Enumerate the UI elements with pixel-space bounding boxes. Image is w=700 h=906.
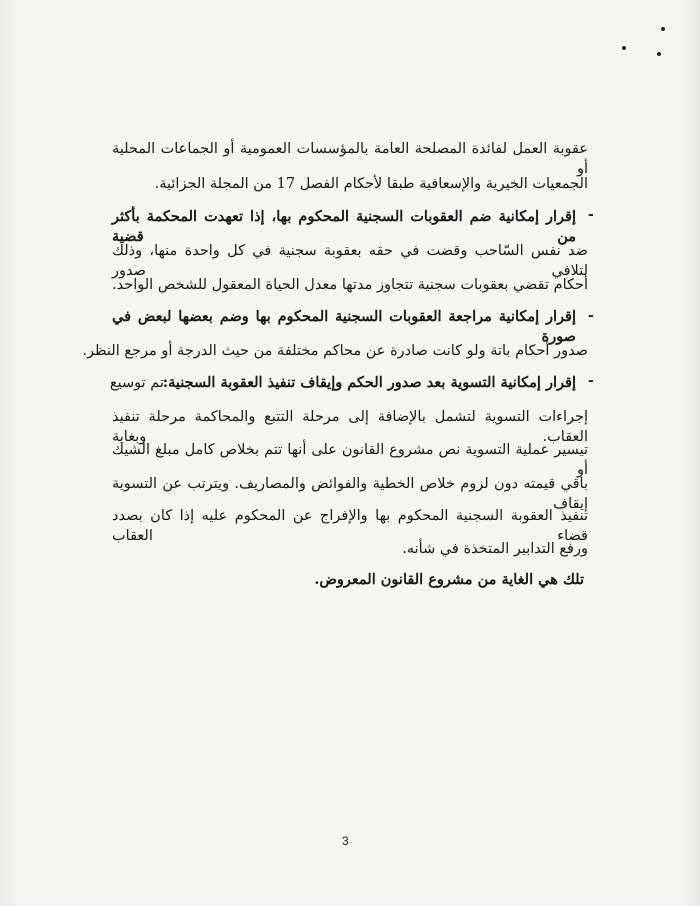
text-line-7: صدور أحكام باتة ولو كانت صادرة عن محاكم مختلفة من حيث الدرجة أو مرجع النظر.	[82, 343, 588, 359]
text-line-6: إقرار إمكانية مراجعة العقوبات السجنية المحكوم بها وضم بعضها لبعض في صورة	[112, 308, 576, 345]
text-line-3: إقرار إمكانية ضم العقوبات السجنية المحكوم بها، إذا تعهدت المحكمة بأكثر من قضية	[112, 208, 576, 245]
text-line-2: الجمعيات الخيرية والإسعافية طبقا لأحكام الفصل 17 من المجلة الجزائية.	[154, 176, 588, 192]
text-line-8: إقرار إمكانية التسوية بعد صدور الحكم وإيقاف تنفيذ العقوبة السجنية:	[162, 374, 576, 391]
text-line-9: إجراءات التسوية لتشمل بالإضافة إلى مرحلة التتبع والمحاكمة مرحلة تنفيذ العقاب. وبغاية	[112, 409, 588, 445]
text-line-8b: تم توسيع	[109, 375, 164, 391]
bullet-marker-1: -	[588, 207, 594, 223]
punch-dot-3	[657, 52, 661, 56]
text-line-11: باقي قيمته دون لزوم خلاص الخطية والفوائض والمصاريف. ويترتب عن التسوية إيقاف	[112, 476, 588, 512]
bullet-marker-2: -	[588, 308, 594, 324]
text-line-4: ضد نفس السّاحب وقضت في حقه بعقوبة سجنية في كل واحدة منها، وذلك لتلافي صدور	[112, 243, 588, 279]
text-line-12: تنفيذ العقوبة السجنية المحكوم بها والإفراج عن المحكوم عليه إذا كان بصدد قضاء العقاب	[112, 508, 588, 544]
text-line-1: عقوبة العمل لفائدة المصلحة العامة بالمؤسسات العمومية أو الجماعات المحلية أو	[112, 141, 588, 177]
text-line-10: تيسير عملية التسوية نص مشروع القانون على أنها تتم بخلاص كامل مبلغ الشيك أو	[112, 442, 588, 478]
text-line-14: تلك هي الغاية من مشروع القانون المعروض.	[314, 571, 584, 588]
text-line-13: ورفع التدابير المتخذة في شأنه.	[402, 541, 588, 557]
punch-dot-2	[622, 46, 626, 50]
text-line-5: أحكام تقضي بعقوبات سجنية تتجاوز مدتها معدل الحياة المعقول للشخص الواحد.	[112, 277, 588, 293]
punch-dot-1	[661, 27, 665, 31]
page-number: 3	[342, 834, 349, 848]
bullet-marker-3: -	[588, 373, 594, 389]
